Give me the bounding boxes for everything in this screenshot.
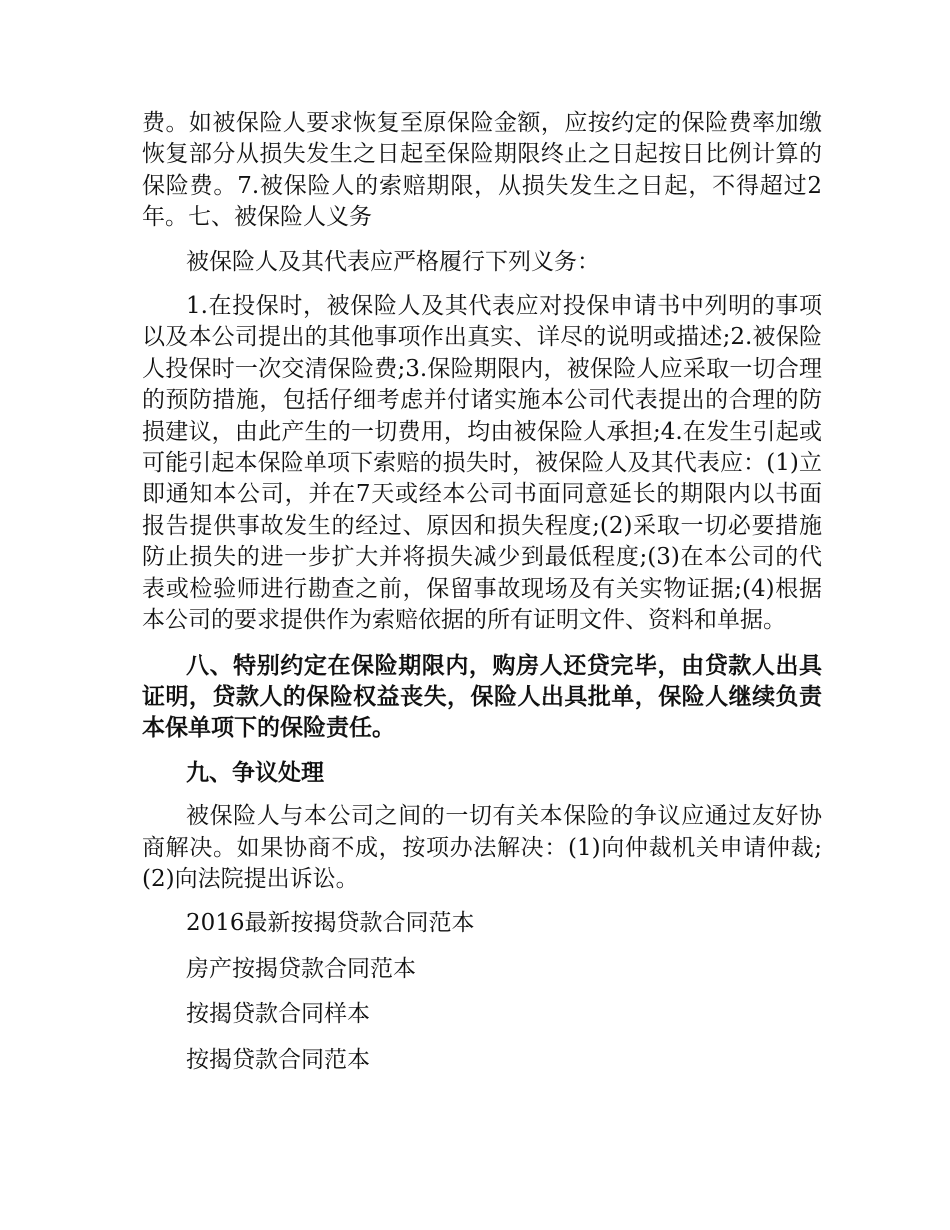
related-link-1[interactable]: 2016最新按揭贷款合同范本: [186, 910, 475, 937]
paragraph-obligations-intro: 被保险人及其代表应严格履行下列义务：: [186, 248, 600, 275]
paragraph-special-agreement: 八、特别约定在保险期限内，购房人还贷完毕，由贷款人出具证明，贷款人的保险权益丧失，保险人出具批单，保险人继续负责本保单项下的保险责任。: [142, 651, 822, 742]
paragraph-dispute-resolution: 被保险人与本公司之间的一切有关本保险的争议应通过友好协商解决。如果协商不成，按项办法解决：(1)向仲裁机关申请仲裁;(2)向法院提出诉讼。: [142, 803, 822, 892]
document-page: [142, 108, 822, 1090]
related-link-2[interactable]: 房产按揭贷款合同范本: [186, 955, 416, 982]
related-link-4[interactable]: 按揭贷款合同范本: [186, 1046, 370, 1073]
paragraph-continuation: 费。如被保险人要求恢复至原保险金额，应按约定的保险费率加缴恢复部分从损失发生之日起至保险期限终止之日起按日比例计算的保险费。7.被保险人的索赔期限，从损失发生之日起，不得超过2年。七、被保险人义务: [142, 110, 822, 231]
section-heading-dispute: 九、争议处理: [186, 758, 324, 786]
related-link-3[interactable]: 按揭贷款合同样本: [186, 1001, 370, 1028]
paragraph-obligations-list: 1.在投保时，被保险人及其代表应对投保申请书中列明的事项以及本公司提出的其他事项作出真实、详尽的说明或描述;2.被保险人投保时一次交清保险费;3.保险期限内，被保险人应采取一切合理的预防措施，包括仔细考虑并付诸实施本公司代表提出的合理的防损建议，由此产生的一切费用，均由被保险人承担;4.在发生引起或可能引起本保险单项下索赔的损失时，被保险人及其代表应：(1)立即通知本公司，并在7天或经本公司书面同意延长的期限内以书面报告提供事故发生的经过、原因和损失程度;(2)采取一切必要措施防止损失的进一步扩大并将损失减少到最低程度;(3)在本公司的代表或检验师进行勘查之前，保留事故现场及有关实物证据;(4)根据本公司的要求提供作为索赔依据的所有证明文件、资料和单据。: [142, 293, 822, 634]
